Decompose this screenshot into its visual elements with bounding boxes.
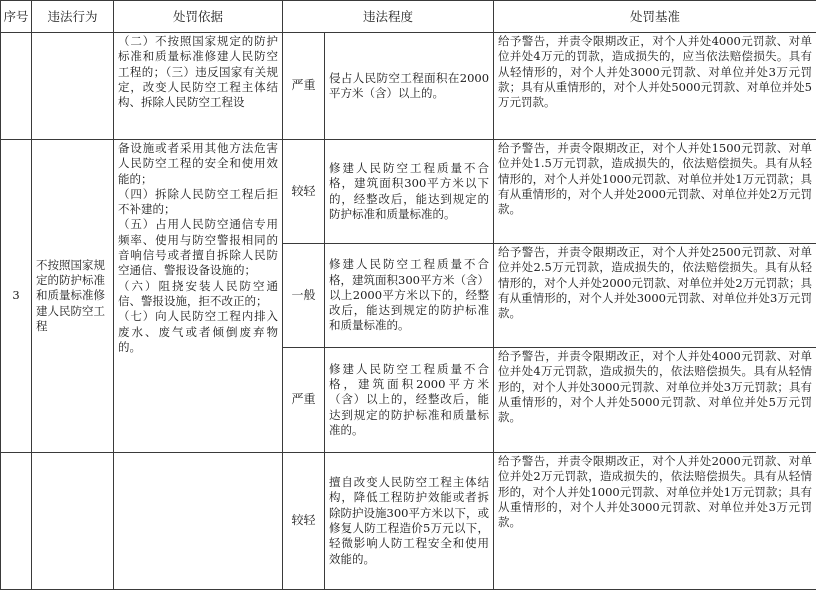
header-std: 处罚基准 — [494, 1, 816, 33]
level-cell: 较轻 — [283, 453, 325, 590]
seq-upper-cell — [1, 33, 32, 140]
level-cell: 一般 — [283, 244, 325, 348]
table-row — [1, 453, 816, 590]
act-cell: 不按照国家规定的防护标准和质量标准修建人民防空工程 — [32, 140, 114, 453]
basis-lower-cell — [114, 453, 283, 590]
basis-item: （六）阻挠安装人民防空通信、警报设施，拒不改正的； — [118, 278, 278, 308]
degree-cell: 擅自改变人民防空工程主体结构，降低工程防护效能或者拆除防护设施300平方米以下，或修复人防工程造价5万元以下，轻微影响人防工程安全和使用效能的。 — [325, 453, 494, 590]
header-degree: 违法程度 — [283, 1, 494, 33]
header-basis: 处罚依据 — [114, 1, 283, 33]
level-cell: 严重 — [283, 33, 325, 140]
std-cell: 给予警告，并责令限期改正，对个人并处2500元罚款、对单位并处2.5万元罚款，造成损失的，依法赔偿损失。具有从轻情形的，对个人并处2000元罚款、对单位并处2万元罚款；具有从重情形的，对个人并处3000元罚款、对单位并处3万元罚款。 — [494, 244, 816, 348]
std-cell: 给予警告，并责令限期改正，对个人并处4000元罚款、对单位并处4万元的罚款，造成损失的，应当依法赔偿损失。具有从轻情形的，对个人并处3000元罚款、对单位并处3万元罚款；具有从重情形的，对个人并处5000元罚款、对单位并处5万元罚款。 — [494, 33, 816, 140]
basis-item: 备设施或者采用其他方法危害人民防空工程的安全和使用效能的； — [118, 141, 278, 186]
act-lower-cell — [32, 453, 114, 590]
degree-cell: 侵占人民防空工程面积在2000平方米（含）以上的。 — [325, 33, 494, 140]
std-cell: 给予警告，并责令限期改正，对个人并处1500元罚款、对单位并处1.5万元罚款，造成损失的，依法赔偿损失。具有从轻情形的，对个人并处1000元罚款、对单位并处1万元罚款；具有从重情形的，对个人并处2000元罚款、对单位并处2万元罚款。 — [494, 140, 816, 244]
seq-cell: 3 — [1, 140, 32, 453]
basis-item: （五）占用人民防空通信专用频率、使用与防空警报相同的音响信号或者擅自拆除人民防空通信、警报设备设施的； — [118, 217, 278, 278]
act-upper-cell — [32, 33, 114, 140]
degree-cell: 修建人民防空工程质量不合格，建筑面积2000平方米（含）以上的，经整改后，能达到规定的防护标准和质量标准的。 — [325, 348, 494, 453]
table-row — [1, 33, 816, 140]
std-cell: 给予警告，并责令限期改正，对个人并处2000元罚款、对单位并处2万元罚款，造成损失的，依法赔偿损失。具有从轻情形的，对个人并处1000元罚款、对单位并处1万元罚款；具有从重情形的，对个人并处3000元罚款、对单位并处3万元罚款。 — [494, 453, 816, 590]
header-act: 违法行为 — [32, 1, 114, 33]
header-seq: 序号 — [1, 1, 32, 33]
header-row — [1, 1, 816, 33]
basis-main-cell — [114, 140, 283, 453]
degree-cell: 修建人民防空工程质量不合格，建筑面积300平方米以下的，经整改后，能达到规定的防护标准和质量标准的。 — [325, 140, 494, 244]
level-cell: 较轻 — [283, 140, 325, 244]
degree-cell: 修建人民防空工程质量不合格，建筑面积300平方米（含）以上2000平方米以下的，经整改后，能达到规定的防护标准和质量标准的。 — [325, 244, 494, 348]
table-row — [1, 140, 816, 244]
basis-item: （七）向人民防空工程内排入废水、废气或者倾倒废弃物的。 — [118, 309, 278, 354]
seq-lower-cell — [1, 453, 32, 590]
basis-top-cell: （二）不按照国家规定的防护标准和质量标准修建人民防空工程的；（三）违反国家有关规定，改变人民防空工程主体结构、拆除人民防空工程设 — [114, 33, 283, 140]
basis-item: （四）拆除人民防空工程后拒不补建的； — [118, 186, 278, 217]
std-cell: 给予警告，并责令限期改正，对个人并处4000元罚款、对单位并处4万元罚款，造成损失的，依法赔偿损失。具有从轻情形的，对个人并处3000元罚款、对单位并处3万元罚款；具有从重情形的，对个人并处5000元罚款、对单位并处5万元罚款。 — [494, 348, 816, 453]
level-cell: 严重 — [283, 348, 325, 453]
